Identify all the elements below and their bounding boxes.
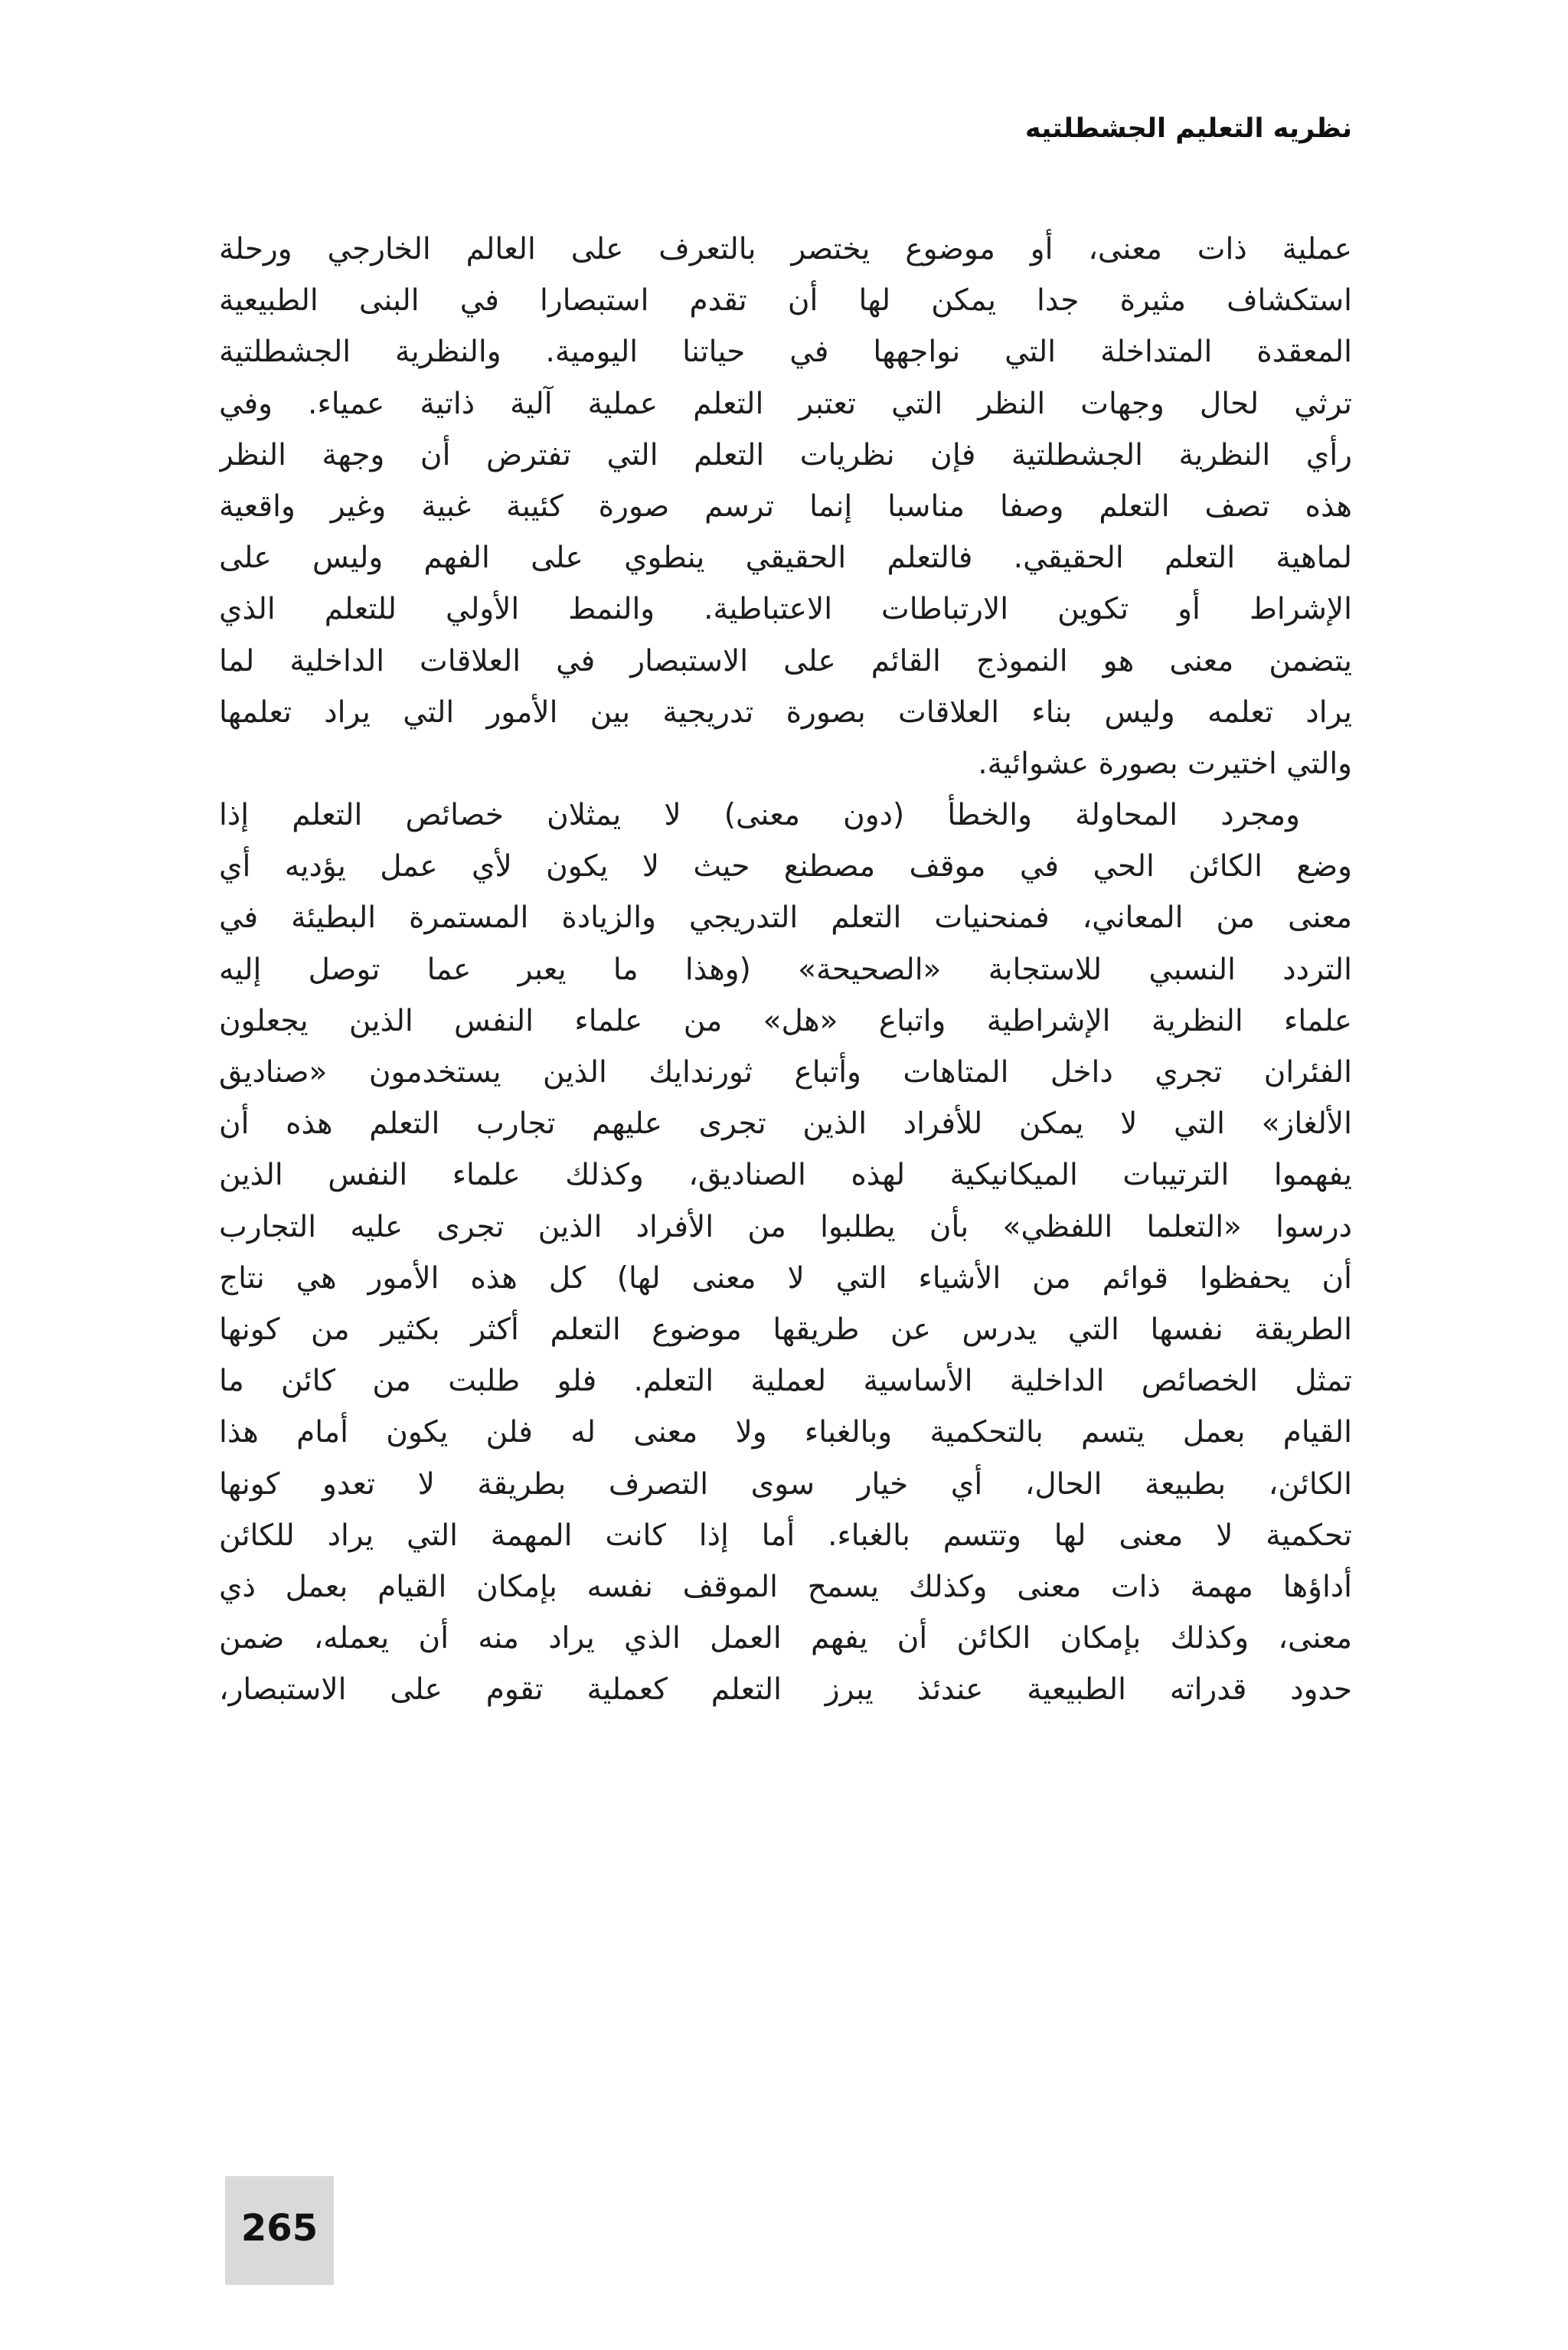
text-line: حدود قدراته الطبيعية عندئذ يبرز التعلم كعملية تقوم على الاستبصار،	[219, 1672, 1352, 1708]
page-number: 265	[240, 2207, 318, 2250]
text-line: معنى من المعاني، فمنحنيات التعلم التدريجي والزيادة المستمرة البطيئة في	[219, 900, 1352, 936]
text-line: أداؤها مهمة ذات معنى وكذلك يسمح الموقف نفسه بإمكان القيام بعمل ذي	[219, 1569, 1352, 1604]
text-line: المعقدة المتداخلة التي نواجهها في حياتنا اليومية. والنظرية الجشطلتية	[219, 335, 1352, 370]
text-line: الطريقة نفسها التي يدرس عن طريقها موضوع التعلم أكثر بكثير من كونها	[219, 1312, 1352, 1347]
text-line: تحكمية لا معنى لها وتتسم بالغباء. أما إذا كانت المهمة التي يراد للكائن	[219, 1518, 1352, 1553]
text-line: الكائن، بطبيعة الحال، أي خيار سوى التصرف بطريقة لا تعدو كونها	[219, 1466, 1352, 1502]
running-header: نظريه التعليم الجشطلتيه	[1024, 113, 1352, 144]
text-line: الفئران تجري داخل المتاهات وأتباع ثورندايك الذين يستخدمون «صناديق	[219, 1055, 1352, 1090]
page-number-box	[225, 2176, 334, 2285]
text-line: وضع الكائن الحي في موقف مصطنع حيث لا يكون لأي عمل يؤديه أي	[219, 849, 1352, 884]
text-line: علماء النظرية الإشراطية واتباع «هل» من علماء النفس الذين يجعلون	[219, 1003, 1352, 1038]
text-line: عملية ذات معنى، أو موضوع يختصر بالتعرف على العالم الخارجي ورحلة	[219, 232, 1352, 266]
text-line: هذه تصف التعلم وصفا مناسبا إنما ترسم صورة كئيبة غبية وغير واقعية	[219, 489, 1352, 524]
text-line: ومجرد المحاولة والخطأ (دون معنى) لا يمثلان خصائص التعلم إذا	[219, 798, 1300, 833]
text-line: رأي النظرية الجشطلتية فإن نظريات التعلم التي تفترض أن وجهة النظر	[219, 437, 1352, 472]
body-text	[219, 224, 1352, 1715]
text-line: الألغاز» التي لا يمكن للأفراد الذين تجرى عليهم تجارب التعلم هذه أن	[219, 1106, 1352, 1142]
text-line: درسوا «التعلما اللفظي» بأن يطلبوا من الأفراد الذين تجرى عليه التجارب	[219, 1209, 1352, 1244]
text-line: تمثل الخصائص الداخلية الأساسية لعملية التعلم. فلو طلبت من كائن ما	[219, 1364, 1352, 1399]
text-line: استكشاف مثيرة جدا يمكن لها أن تقدم استبصارا في البنى الطبيعية	[219, 283, 1352, 319]
text-line: الإشراط أو تكوين الارتباطات الاعتباطية. والنمط الأولي للتعلم الذي	[219, 592, 1352, 627]
text-line: ترثي لحال وجهات النظر التي تعتبر التعلم عملية آلية ذاتية عمياء. وفي	[219, 386, 1352, 421]
text-line: أن يحفظوا قوائم من الأشياء التي لا معنى لها) كل هذه الأمور هي نتاج	[219, 1260, 1352, 1296]
text-line: لماهية التعلم الحقيقي. فالتعلم الحقيقي ينطوي على الفهم وليس على	[219, 541, 1352, 576]
text-line: معنى، وكذلك بإمكان الكائن أن يفهم العمل الذي يراد منه أن يعمله، ضمن	[219, 1621, 1352, 1656]
text-line: يراد تعلمه وليس بناء العلاقات بصورة تدريجية بين الأمور التي يراد تعلمها	[219, 695, 1352, 730]
text-line: يتضمن معنى هو النموذج القائم على الاستبصار في العلاقات الداخلية لما	[219, 643, 1352, 678]
text-line: القيام بعمل يتسم بالتحكمية وبالغباء ولا معنى له فلن يكون أمام هذا	[219, 1415, 1352, 1450]
text-line: والتي اختيرت بصورة عشوائية.	[978, 746, 1352, 781]
text-line: يفهموا الترتيبات الميكانيكية لهذه الصناديق، وكذلك علماء النفس الذين	[219, 1158, 1352, 1193]
text-line: التردد النسبي للاستجابة «الصحيحة» (وهذا ما يعبر عما توصل إليه	[219, 952, 1352, 987]
